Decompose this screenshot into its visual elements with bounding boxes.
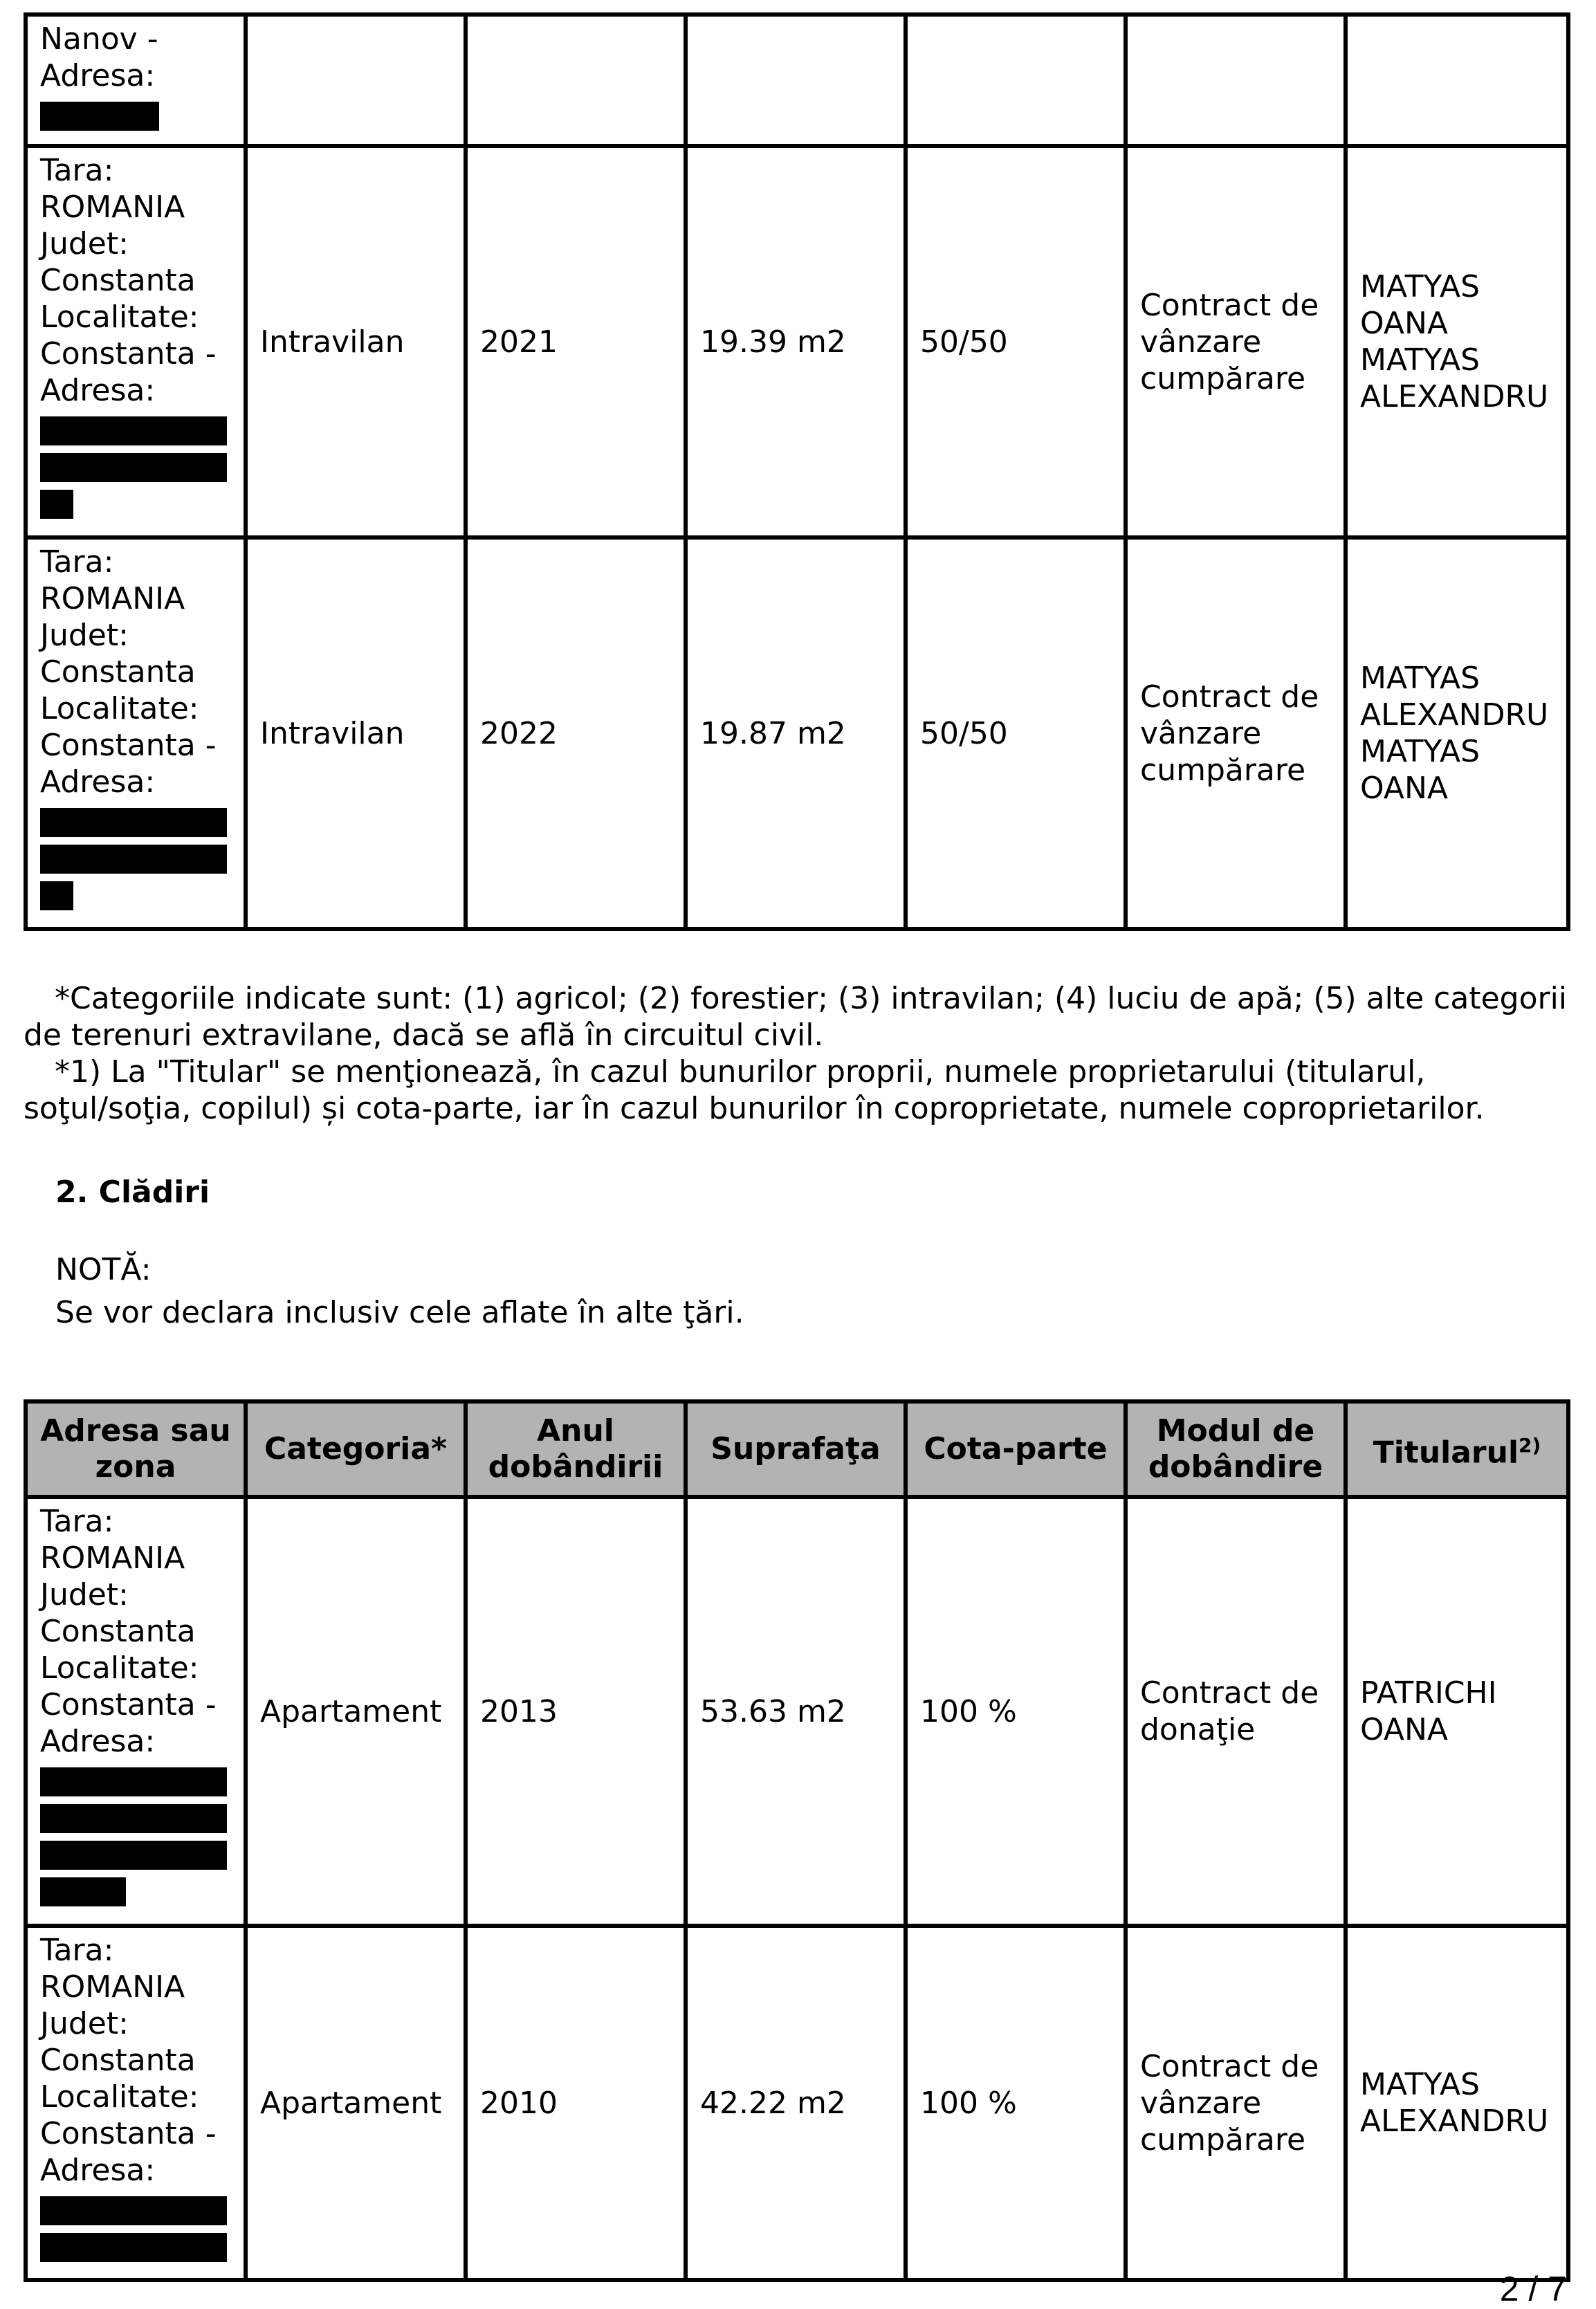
redaction-bar [40,881,73,910]
address-line: ROMANIA [40,1969,185,2005]
nota-text: Se vor declara inclusiv cele aflate în alte ţări. [55,1295,744,1330]
land-table [24,12,1570,931]
address-line: Localitate: [40,2079,199,2115]
owner-header-footnote: 2) [1519,1433,1541,1457]
owner-cell: MATYAS OANA MATYAS ALEXANDRU [1346,146,1568,537]
mode-cell: Contract de donaţie [1126,1497,1346,1926]
address-line: Tara: [40,153,114,188]
col-header-mode: Modul de dobândire [1126,1401,1346,1497]
address-line: Adresa: [40,2153,156,2188]
address-line: Constanta - [40,2116,217,2151]
footnotes [24,980,1573,1127]
owner-cell [1346,15,1568,146]
address-line: Constanta - [40,336,217,371]
address-line: Tara: [40,1933,114,1968]
owner-cell: MATYAS ALEXANDRU MATYAS OANA [1346,537,1568,929]
col-header-address: Adresa sau zona [26,1401,246,1497]
mode-cell: Contract de vânzare cumpărare [1126,1926,1346,2280]
redaction-bar [40,490,73,519]
address-line: Tara: [40,1504,114,1539]
address-cell [26,15,246,146]
address-cell [26,1926,246,2280]
year-cell [466,15,686,146]
section-heading: 2. Clădiri [55,1175,210,1210]
col-header-area: Suprafaţa [686,1401,906,1497]
col-header-category: Categoria* [246,1401,466,1497]
address-line: Constanta [40,2043,196,2078]
address-line: Localitate: [40,691,199,726]
redaction-bar [40,808,227,837]
year-cell: 2021 [466,146,686,537]
address-line: Constanta [40,1614,196,1649]
area-cell: 42.22 m2 [686,1926,906,2280]
table-row [26,537,1568,929]
nota-label: NOTĂ: [55,1252,152,1287]
year-cell: 2013 [466,1497,686,1926]
address-line: Judet: [40,226,129,261]
footnote-titular: *1) La "Titular" se menţionează, în cazul bunurilor proprii, numele proprietarului (titularul, soţul/soţia, copilul) și cota-parte, iar în cazul bunurilor în coproprietate, numele coproprietarilor. [24,1054,1485,1126]
address-line: Judet: [40,1577,129,1612]
mode-cell: Contract de vânzare cumpărare [1126,537,1346,929]
share-cell: 50/50 [906,537,1126,929]
area-cell: 19.87 m2 [686,537,906,929]
address-cell [26,146,246,537]
address-line: Constanta - [40,1687,217,1722]
year-cell: 2022 [466,537,686,929]
address-cell [26,537,246,929]
area-cell: 53.63 m2 [686,1497,906,1926]
category-cell: Intravilan [246,537,466,929]
category-cell: Apartament [246,1497,466,1926]
redaction-bar [40,2233,227,2262]
table-row [26,1497,1568,1926]
category-cell [246,15,466,146]
buildings-table [24,1399,1570,2282]
area-cell [686,15,906,146]
address-line: Judet: [40,2006,129,2041]
col-header-owner [1346,1401,1568,1497]
address-line: Tara: [40,544,114,580]
redaction-bar [40,845,227,874]
address-line: Adresa: [40,1724,156,1759]
table-row [26,146,1568,537]
redaction-bar [40,1841,227,1870]
redaction-bar [40,1804,227,1833]
address-cell [26,1497,246,1926]
address-line: ROMANIA [40,1540,185,1576]
col-header-share: Cota-parte [906,1401,1126,1497]
redaction-bar [40,102,159,131]
owner-cell: PATRICHI OANA [1346,1497,1568,1926]
share-cell: 100 % [906,1926,1126,2280]
redaction-bar [40,1877,126,1906]
table-row [26,1926,1568,2280]
col-header-year: Anul dobândirii [466,1401,686,1497]
redaction-bar [40,416,227,445]
address-line: Constanta - [40,728,217,763]
address-line: Adresa: [40,58,156,93]
table-row [26,15,1568,146]
address-line: Constanta [40,654,196,690]
address-line: Nanov - [40,21,158,57]
category-cell: Apartament [246,1926,466,2280]
address-line: Localitate: [40,1650,199,1686]
address-line: Localitate: [40,300,199,335]
page-number: 2 / 7 [1499,2270,1567,2308]
address-line: Judet: [40,618,129,653]
category-cell: Intravilan [246,146,466,537]
mode-cell [1126,15,1346,146]
address-line: Constanta [40,263,196,298]
redaction-bar [40,453,227,482]
mode-cell: Contract de vânzare cumpărare [1126,146,1346,537]
share-cell [906,15,1126,146]
area-cell: 19.39 m2 [686,146,906,537]
redaction-bar [40,2196,227,2225]
owner-cell: MATYAS ALEXANDRU [1346,1926,1568,2280]
share-cell: 100 % [906,1497,1126,1926]
owner-header-label: Titularul [1373,1435,1519,1471]
address-line: ROMANIA [40,581,185,616]
address-line: ROMANIA [40,190,185,225]
footnote-categories: *Categoriile indicate sunt: (1) agricol; (2) forestier; (3) intravilan; (4) luciu de apă; (5) alte categorii de terenuri extravilane, dacă se află în circuitul civil. [24,981,1568,1053]
table-header-row [26,1401,1568,1497]
redaction-bar [40,1767,227,1796]
year-cell: 2010 [466,1926,686,2280]
address-line: Adresa: [40,764,156,800]
share-cell: 50/50 [906,146,1126,537]
address-line: Adresa: [40,373,156,408]
